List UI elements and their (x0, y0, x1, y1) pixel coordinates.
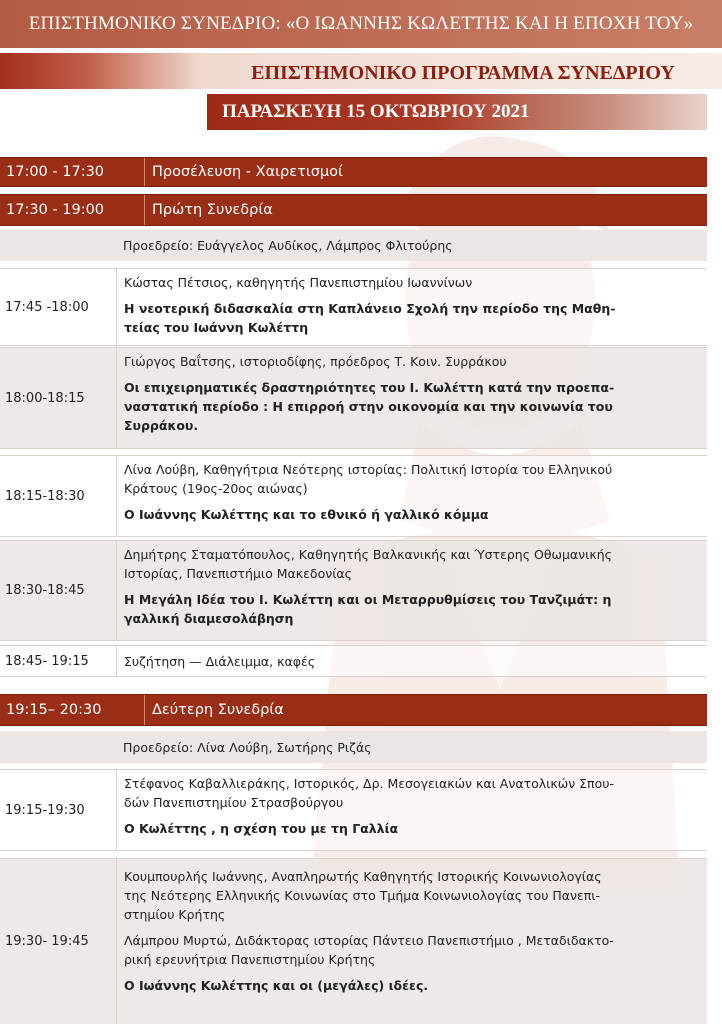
talk-speaker: Γιώργος Βαΐτσης, ιστοριοδίφης, πρόεδρος Τ. Κοιν. Συρράκου (124, 354, 507, 369)
session-1-time: 17:30 - 19:00 (6, 202, 105, 218)
talk-speaker-line: Λάμπρου Μυρτώ, Διδάκτορας ιστορίας Πάντειο Πανεπιστήμιο , Μεταδιδακτο- (124, 933, 614, 948)
talk-row (0, 455, 707, 537)
talk-speaker-line: Δημήτρης Σταματόπουλος, Καθηγητής Βαλκανικής και Ύστερης Οθωμανικής (124, 547, 612, 562)
talk-speaker-line: δών Πανεπιστημίου Στρασβούργου (124, 795, 344, 810)
talk-speaker-line: Ιστορίας, Πανεπιστήμιο Μακεδονίας (124, 566, 353, 581)
talk-title-line: Η νεοτερική διδασκαλία στη Καπλάνειο Σχολή την περίοδο της Μαθη- (124, 301, 616, 316)
talk-speaker-line: Λίνα Λούβη, Καθηγήτρια Νεότερης ιστορίας: Πολιτική Ιστορία του Ελληνικού (124, 462, 613, 477)
talk-speaker (124, 931, 697, 969)
talk-speaker: Κώστας Πέτσιος, καθηγητής Πανεπιστημίου Ιωαννίνων (124, 275, 473, 290)
talk-content (116, 541, 707, 640)
talk-title-line: Ο Ιωάννης Κωλέττης και οι (μεγάλες) ιδέες. (124, 978, 429, 993)
talk-row (0, 347, 707, 449)
talk-title (124, 299, 697, 337)
talk-row (0, 268, 707, 346)
talk-speaker (124, 867, 697, 924)
program-title: ΕΠΙΣΤΗΜΟΝΙΚΟ ΠΡΟΓΡΑΜΜΑ ΣΥΝΕΔΡΙΟΥ (251, 61, 675, 84)
break-time: 18:45- 19:15 (5, 653, 89, 669)
talk-title-line: Ο Κωλέττης , η σχέση του με τη Γαλλία (124, 821, 399, 836)
talk-row (0, 540, 707, 641)
conference-title: ΕΠΙΣΤΗΜΟΝΙΚΟ ΣΥΝΕΔΡΙΟ: «Ο ΙΩΑΝΝΗΣ ΚΩΛΕΤΤΗΣ ΚΑΙ Η ΕΠΟΧΗ ΤΟΥ» (28, 13, 694, 34)
talk-speaker (124, 460, 697, 498)
talk-title-line: Η Μεγάλη Ιδέα του Ι. Κωλέττη και οι Μεταρρυθμίσεις του Τανζιμάτ: η (124, 592, 612, 607)
talk-speaker-line: Στέφανος Καβαλλιεράκης, Ιστορικός, Δρ. Μεσογειακών και Ανατολικών Σπου- (124, 776, 614, 791)
break-content (116, 646, 707, 676)
break-row (0, 645, 707, 677)
date-banner (207, 94, 707, 130)
session-2-header (0, 694, 707, 726)
talk-title-line: Συρράκου. (124, 418, 199, 433)
talk-time: 17:45 -18:00 (5, 299, 89, 315)
arrival-label: Προσέλευση - Χαιρετισμοί (144, 158, 343, 186)
talk-content (116, 348, 707, 448)
talk-speaker (124, 774, 697, 812)
talk-row (0, 858, 707, 1024)
arrival-row (0, 157, 707, 187)
talk-title (124, 819, 697, 838)
talk-speaker-line: Κουμπουρλής Ιωάννης, Αναπληρωτής Καθηγητής Ιστορικής Κοινωνιολογίας (124, 869, 602, 884)
talk-time: 18:30-18:45 (5, 583, 85, 598)
break-label: Συζήτηση — Διάλειμμα, καφές (124, 653, 316, 669)
talk-content (116, 770, 707, 850)
talk-time: 19:15-19:30 (5, 802, 85, 818)
talk-title (124, 590, 697, 628)
talk-title (124, 976, 697, 995)
talk-row (0, 769, 707, 851)
talk-title-line: γαλλική διαμεσολάβηση (124, 611, 294, 626)
talk-time: 18:15-18:30 (5, 488, 85, 504)
talk-title-line: Ο Ιωάννης Κωλέττης και το εθνικό ή γαλλικό κόμμα (124, 507, 489, 522)
session-2-chairs-row (0, 731, 707, 763)
talk-speaker (124, 545, 697, 583)
session-2-time: 19:15– 20:30 (6, 702, 102, 718)
session-2-chairs: Προεδρείο: Λίνα Λούβη, Σωτήρης Ριζάς (123, 739, 372, 755)
talk-title-line: τείας του Ιωάννη Κωλέττη (124, 320, 309, 335)
arrival-time: 17:00 - 17:30 (6, 164, 105, 180)
talk-content (116, 456, 707, 536)
session-1-chairs: Προεδρείο: Ευάγγελος Αυδίκος, Λάμπρος Φλιτούρης (123, 238, 453, 253)
talk-title (124, 505, 697, 524)
talk-time: 18:00-18:15 (5, 390, 85, 406)
conference-date: ΠΑΡΑΣΚΕΥΗ 15 ΟΚΤΩΒΡΙΟΥ 2021 (222, 101, 530, 122)
conference-title-banner (0, 0, 722, 48)
talk-speaker-line: Κράτους (19ος-20ος αιώνας) (124, 481, 308, 496)
talk-speaker-line: της Νεότερης Ελληνικής Κοινωνίας στο Τμήμα Κοινωνιολογίας του Πανεπι- (124, 888, 601, 903)
talk-speaker-line: ρική ερευνήτρια Πανεπιστημίου Κρήτης (124, 952, 376, 967)
talk-title-line: Οι επιχειρηματικές δραστηριότητες του Ι. Κωλέττη κατά την προεπα- (124, 380, 615, 395)
talk-content (116, 269, 707, 345)
session-1-header (0, 194, 707, 226)
session-2-label: Δεύτερη Συνεδρία (144, 695, 284, 725)
talk-title-line: ναστατική περίοδο : Η επιρροή στην οικονομία και την κοινωνία του (124, 399, 613, 414)
talk-title (124, 378, 697, 435)
session-1-label: Πρώτη Συνεδρία (144, 195, 273, 225)
talk-content (116, 859, 707, 1024)
session-1-chairs-row (0, 230, 707, 261)
talk-speaker-line: στημίου Κρήτης (124, 907, 226, 922)
talk-time: 19:30- 19:45 (5, 934, 89, 949)
